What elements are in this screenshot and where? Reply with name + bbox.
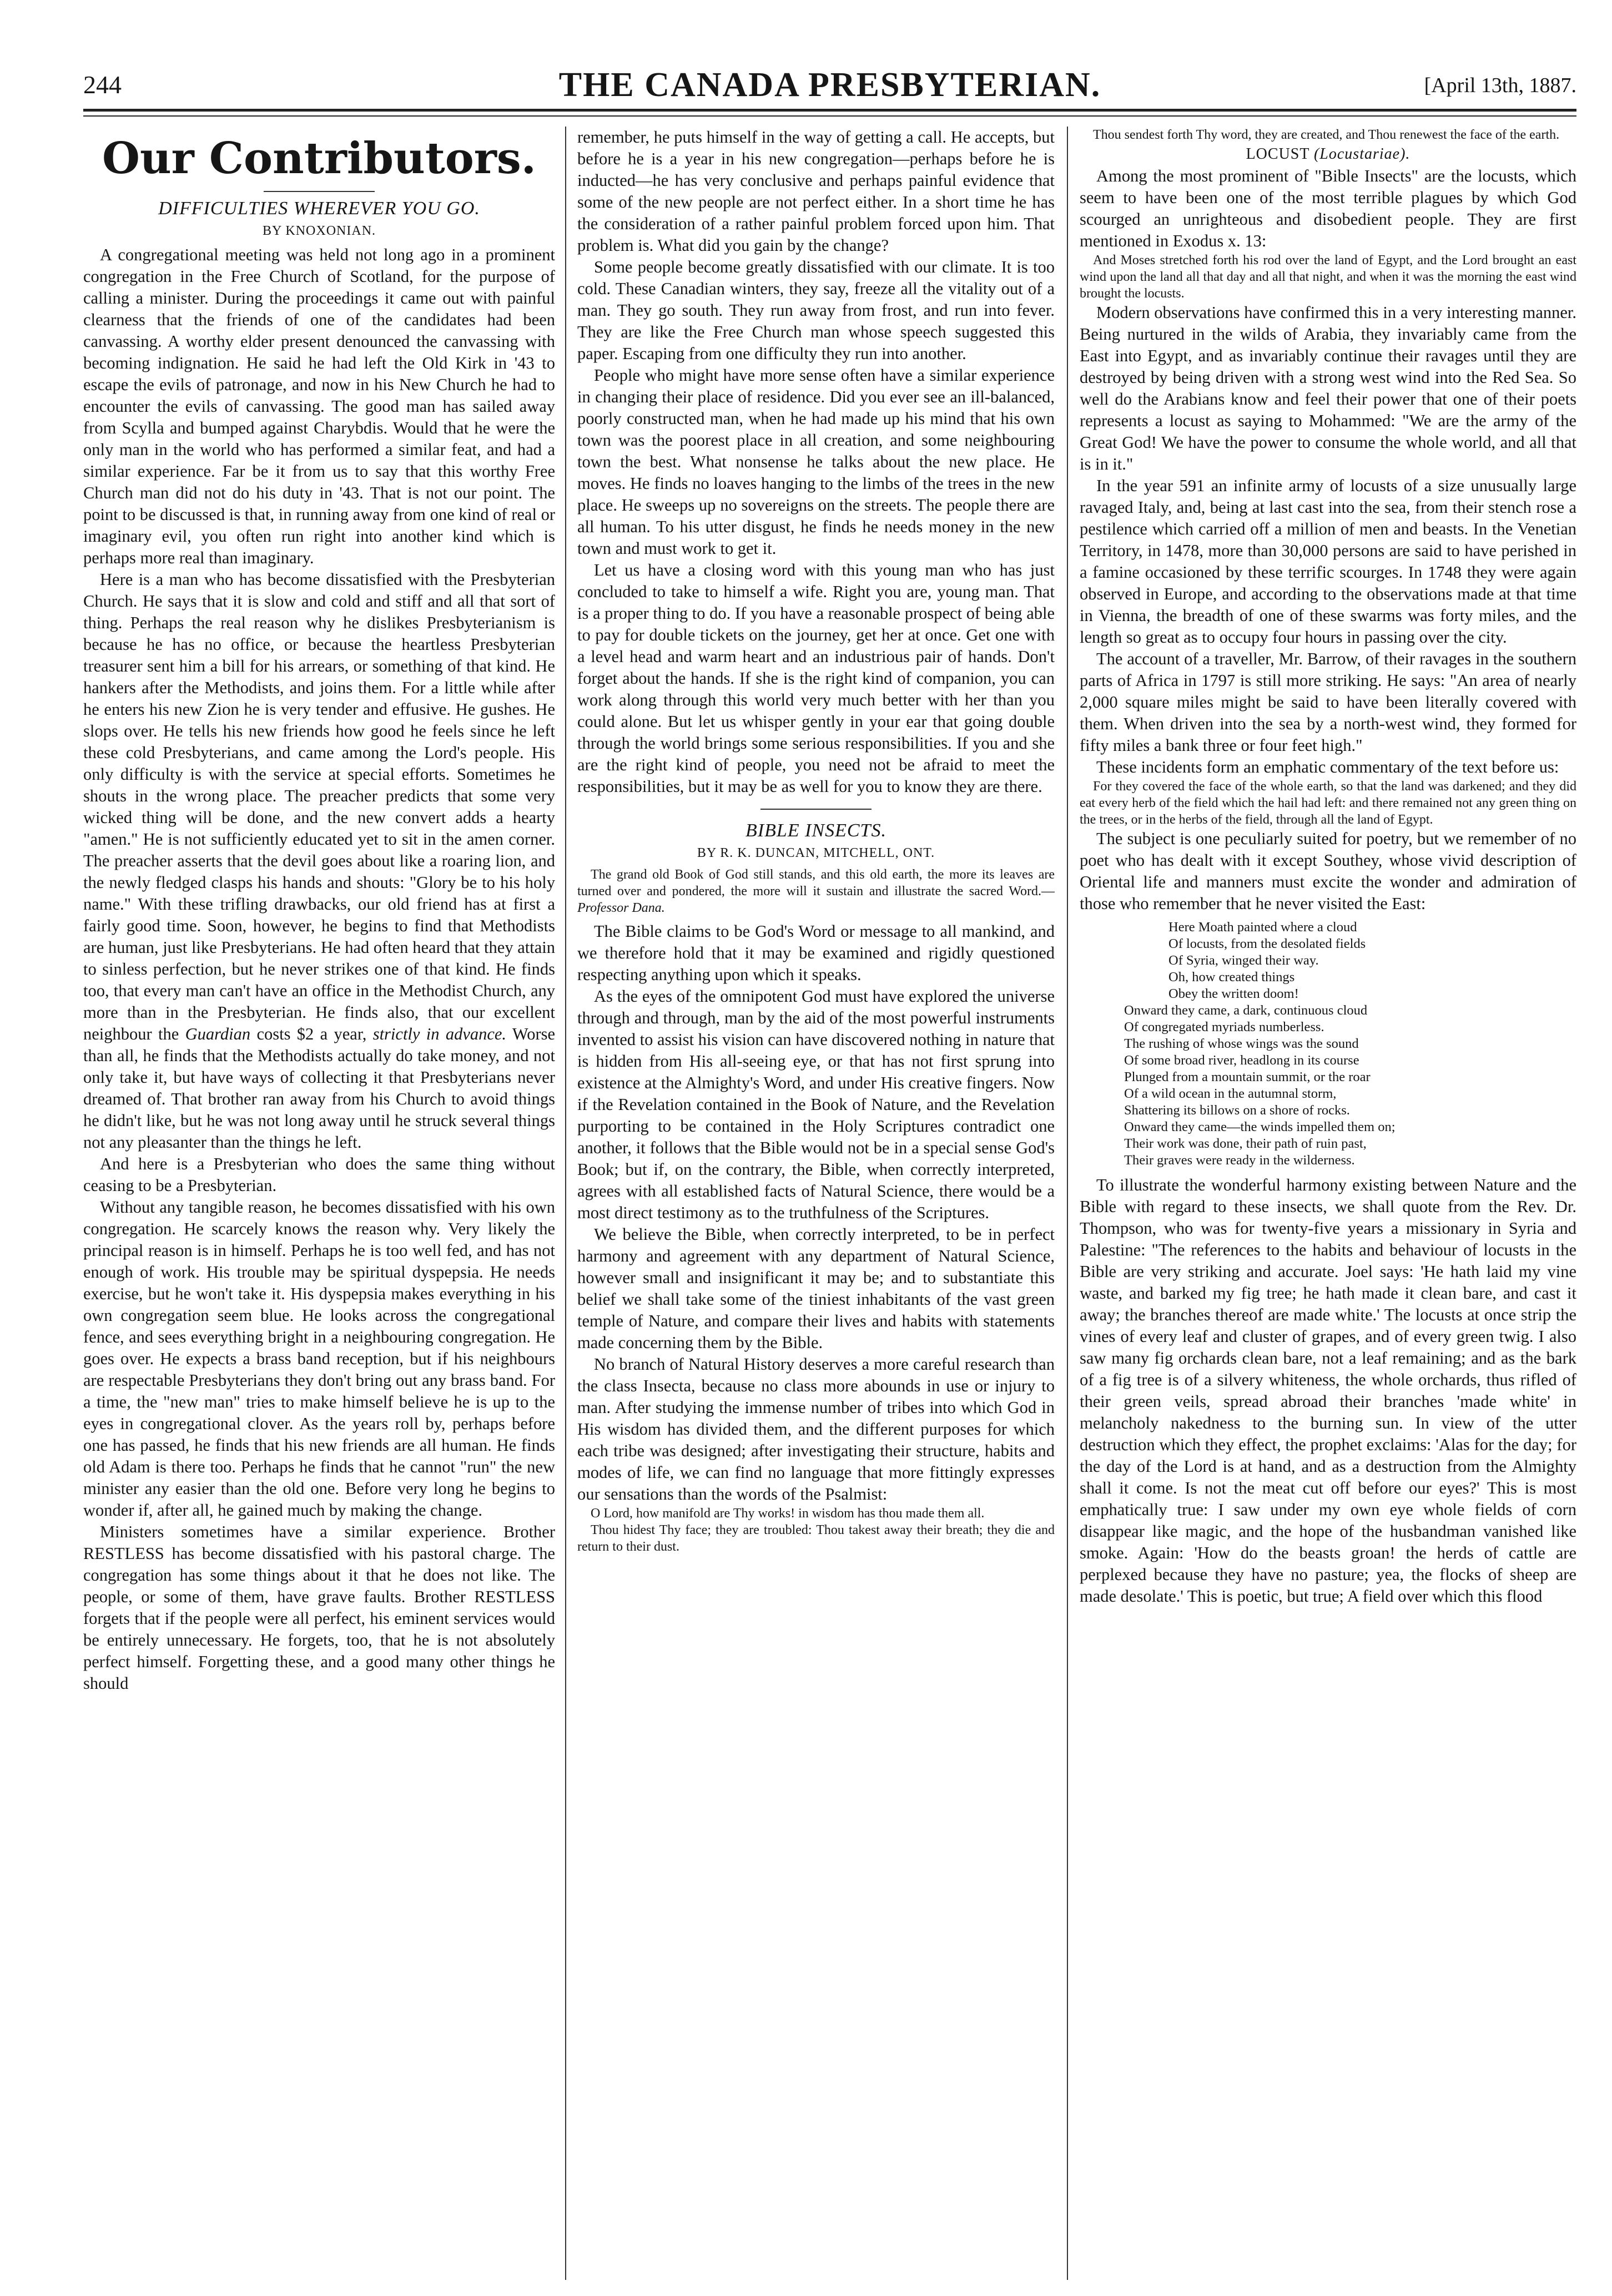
poem-line: Plunged from a mountain summit, or the roar bbox=[1124, 1069, 1371, 1084]
poem-line: Of some broad river, headlong in its course bbox=[1124, 1053, 1359, 1068]
poem-line: Oh, how created things bbox=[1168, 970, 1295, 985]
poem-line: Of a wild ocean in the autumnal storm, bbox=[1124, 1086, 1337, 1101]
header-rule-thick bbox=[83, 109, 1576, 112]
poem-line: Their work was done, their path of ruin past, bbox=[1124, 1136, 1367, 1151]
article-byline: BY KNOXONIAN. bbox=[262, 224, 376, 238]
scripture-quote: O Lord, how manifold are Thy works! in wisdom has thou made them all. bbox=[591, 1506, 985, 1521]
scripture-quote: And Moses stretched forth his rod over the land of Egypt, and the Lord brought an east wind upon the land all that day and all that night, and when it was the morning the east wind brought the locusts. bbox=[1080, 253, 1576, 301]
article-byline: BY R. K. DUNCAN, MITCHELL, ONT. bbox=[697, 846, 935, 860]
paragraph: Among the most prominent of "Bible Insects" are the locusts, which seem to have been one of the most terrible plagues by which God scourged an unrighteous and disobedient people. They are first mentioned in Exodus x. 13: bbox=[1080, 166, 1576, 250]
guardian-title: Guardian bbox=[185, 1025, 251, 1043]
paragraph: To illustrate the wonderful harmony existing between Nature and the Bible with regard to these insects, we shall quote from the Rev. Dr. Thompson, who was for twenty-five years a missionary in Syria and Palestine: "The references to the habits and behaviour of locusts in the Bible are very striking and accurate. Joel says: 'He hath laid my vine waste, and barked my fig tree; he hath made it clean bare, and cast it away; the branches thereof are made white.' The locusts at once strip the vines of every leaf and cluster of grapes, and of every green twig. I also saw many fig orchards clean bare, not a leaf remaining; and as the bark of a fig tree is of a silvery whiteness, the whole orchards, thus rifled of their green veils, spread abroad their branches 'made white' in melancholy nakedness to the burning sun. In view of the utter destruction which they effect, the prophet exclaims: 'Alas for the day; for the day of the Lord is at hand, and as a destruction from the Almighty shall it come. Is not the meat cut off before our eyes?' This is most emphatically true: I saw under my own eye whole fields of corn disappear like magic, and the hope of the husbandman vanished like smoke. Again: 'How do the beasts groan! the herds of cattle are perplexed because they have no pasture; yea, the flocks of sheep are made desolate.' This is poetic, but true; A field over which this flood bbox=[1080, 1175, 1576, 1606]
poem-line: Of locusts, from the desolated fields bbox=[1168, 936, 1366, 951]
paragraph: In the year 591 an infinite army of locusts of a size unusually large ravaged Italy, and, being at last cast into the sea, from their stench rose a pestilence which carried off a million of men and beasts. In the Venetian Territory, in 1478, more than 30,000 persons are said to have perished in a famine occasioned by these terrific scourges. In 1748 they were again observed in Europe, and according to the observations made at that time in Vienna, the breadth of one of these swarms was forty miles, and the length so great as to occupy four hours in passing over the city. bbox=[1080, 476, 1576, 647]
paragraph: As the eyes of the omnipotent God must have explored the universe through and through, man by the aid of the most powerful instruments invented to assist his vision can have discovered nothing in nature that is hidden from His all-seeing eye, or that has not first sprung into existence at the Almighty's Word, and under His creative fingers. Now if the Revelation contained in the Book of Nature, and the Revelation purporting to be contained in the Holy Scriptures contradict one another, it follows that the Bible would not be in a special sense God's Book; but if, on the contrary, the Bible, when correctly interpreted, agrees with all established facts of Natural Science, there would be a most direct testimony as to the truthfulness of the Scriptures. bbox=[577, 987, 1055, 1222]
poem-line: The rushing of whose wings was the sound bbox=[1124, 1036, 1359, 1051]
poem-line: Obey the written doom! bbox=[1168, 986, 1299, 1001]
scripture-quote: Thou sendest forth Thy word, they are created, and Thou renewest the face of the earth. bbox=[1093, 128, 1560, 142]
page-header bbox=[83, 65, 1576, 104]
poem-line: Onward they came—the winds impelled them on; bbox=[1124, 1119, 1396, 1134]
issue-date: [April 13th, 1887. bbox=[1424, 74, 1576, 97]
poem-line: Their graves were ready in the wilderness. bbox=[1124, 1153, 1355, 1168]
scripture-quote: Thou hidest Thy face; they are troubled: Thou takest away their breath; they die and return to their dust. bbox=[577, 1523, 1055, 1554]
scripture-quote: For they covered the face of the whole earth, so that the land was darkened; and they did eat every herb of the field which the hail had left: and there remained not any green thing on the trees, or in the herbs of the field, through all the land of Egypt. bbox=[1080, 779, 1576, 827]
column-3 bbox=[1080, 127, 1576, 2280]
poem-line: Of Syria, winged their way. bbox=[1168, 953, 1319, 968]
epigraph: The grand old Book of God still stands, and this old earth, the more its leaves are turned over and pondered, the more will it sustain and illustrate the sacred Word.—Professor Dana. bbox=[577, 867, 1055, 915]
masthead: THE CANADA PRESBYTERIAN. bbox=[558, 66, 1101, 104]
column-divider bbox=[1067, 127, 1068, 2280]
section-rule bbox=[760, 809, 872, 810]
department-heading: Our Contributors. bbox=[102, 133, 536, 184]
column-divider bbox=[565, 127, 566, 2280]
paragraph: The Bible claims to be God's Word or message to all mankind, and we therefore hold that it may be examined and rigidly questioned respecting anything upon which it speaks. bbox=[577, 922, 1055, 984]
paragraph: These incidents form an emphatic commentary of the text before us: bbox=[1096, 758, 1559, 776]
paragraph: People who might have more sense often have a similar experience in changing their place of residence. Did you ever see an ill-balanced, poorly constructed man, when he had made up his mind that his own town was the poorest place in all creation, and some neighbouring town the best. What nonsense he talks about the new place. He moves. He finds no loaves hanging to the limbs of the trees in the new place. He sweeps up no sovereigns on the streets. The people there are all human. To his utter disgust, he finds he needs money in the new town and must work to get it. bbox=[577, 366, 1055, 558]
paragraph: Without any tangible reason, he becomes dissatisfied with his own congregation. He scarcely knows the reason why. Very likely the principal reason is in himself. Perhaps he is too well fed, and has not enough of work. His trouble may be spiritual dyspepsia. He needs exercise, but he won't take it. His dyspepsia makes everything in his own congregation seem blue. He looks across the congregational fence, and sees everything bright in a neighbouring congregation. He goes over. He expects a brass band reception, but if his neighbours are respectable Presbyterians they don't bring out any brass band. For a time, the "new man" tries to make himself believe he is up to the eyes in congregational clover. As the years roll by, perhaps before one has passed, he finds that his new friends are all human. He finds old Adam is there too. Perhaps he finds that he cannot "run" the new minister any easier than the old one. Before very long he begins to wonder if, after all, he gained much by making the change. bbox=[83, 1198, 555, 1520]
paragraph: Some people become greatly dissatisfied with our climate. It is too cold. These Canadian winters, they say, freeze all the vitality out of a man. They go south. They run away from frost, and run into fever. They are like the Free Church man whose speech suggested this paper. Escaping from one difficulty they run into another. bbox=[577, 258, 1055, 363]
column-2 bbox=[577, 127, 1055, 2280]
emphasis: strictly in advance. bbox=[372, 1025, 507, 1043]
poem-line: Onward they came, a dark, continuous cloud bbox=[1124, 1003, 1368, 1018]
paragraph: Modern observations have confirmed this in a very interesting manner. Being nurtured in the wilds of Arabia, they invariably came from the East into Egypt, and as invariably continue their ravages until they are destroyed by being driven with a strong west wind into the Red Sea. So well do the Arabians know and feel their power that one of their poets represents a locust as saying to Mohammed: "We are the army of the Great God! We have the power to consume the whole world, and all that is in it." bbox=[1080, 303, 1576, 473]
poem-line: Here Moath painted where a cloud bbox=[1168, 920, 1357, 935]
paragraph: No branch of Natural History deserves a more careful research than the class Insecta, because no class more abounds in use or injury to man. After studying the immense number of tribes into which God in His wisdom has divided them, and the different purposes for which each tribe was designed; after investigating their structure, habits and modes of life, we can find no language that more fittingly expresses our sensations than the words of the Psalmist: bbox=[577, 1355, 1055, 1503]
poem bbox=[1080, 919, 1576, 1169]
article-title: BIBLE INSECTS. bbox=[745, 820, 886, 841]
paragraph: And here is a Presbyterian who does the same thing without ceasing to be a Presbyterian. bbox=[83, 1154, 555, 1195]
paragraph: The account of a traveller, Mr. Barrow, of their ravages in the southern parts of Africa in 1797 is still more striking. He says: "An area of nearly 2,000 square miles might be said to have been literally covered with them. When driven into the sea by a north-west wind, they formed for fifty miles a bank three or four feet high." bbox=[1080, 649, 1576, 755]
poem-line: Of congregated myriads numberless. bbox=[1124, 1020, 1324, 1035]
paragraph: The subject is one peculiarly suited for poetry, but we remember of no poet who has dealt with it except Southey, whose vivid description of Oriental life and manners must excite the wonder and admiration of those who remember that he never visited the East: bbox=[1080, 829, 1576, 913]
heading-rule bbox=[264, 191, 375, 192]
paragraph: Here is a man who has become dissatisfied with the Presbyterian Church. He says that it is slow and cold and stiff and all that sort of thing. Perhaps the real reason why he dislikes Presbyterianism is because he has no office, or because the heartless Presbyterian treasurer sent him a bill for his arrears, or something of that kind. He hankers after the Methodists, and joins them. For a little while after he enters his new Zion he is very tender and effusive. He gushes. He slops over. He tells his new friends how good he feels since he left these cold Presbyterians, and came among the Lord's people. His only difficulty is with the service at special efforts. Sometimes he shouts in the wrong place. The preacher predicts that some very wicked thing will be done, and the new convert adds a hearty "amen." He is not sufficiently educated yet to sit in the amen corner. The preacher asserts that the devil goes about like a roaring lion, and the newly fledged clasps his hands and shouts: "Glory be to his holy name." With these trifling drawbacks, our old friend has at first a fairly good time. Soon, however, he begins to find that Methodists are human, just like Presbyterians. He had often heard that they attain to sinless perfection, but he never strikes one of that kind. He finds too, that every man can't have an office in the Methodist Church, any more than in the Presbyterian. He finds also, that our excellent neighbour the Guardian costs $2 a year, strictly in advance. Worse than all, he finds that the Methodists actually do take money, and not only take it, but have ways of collecting it that Presbyterians never dreamed of. That brother ran away from his Church to avoid things he didn't like, but he was not long away until he struck several things not any pleasanter than the things he left. bbox=[83, 570, 555, 1152]
paragraph: remember, he puts himself in the way of getting a call. He accepts, but before he is a year in his new congregation—perhaps before he is inducted—he has very conclusive and perhaps painful evidence that some of the new people are not perfect either. In a short time he has the consideration of a rather painful problem forced upon him. That problem is. What did you gain by the change? bbox=[577, 128, 1055, 255]
paragraph: We believe the Bible, when correctly interpreted, to be in perfect harmony and agreement with any department of Natural Science, however small and insignificant it may be; and to substantiate this belief we shall take some of the tiniest inhabitants of the vast green temple of Nature, and compare their lives and habits with statements made concerning them by the Bible. bbox=[577, 1225, 1055, 1352]
page-number: 244 bbox=[83, 70, 122, 99]
paragraph: Let us have a closing word with this young man who has just concluded to take to himself a wife. Right you are, young man. That is a proper thing to do. If you have a reasonable prospect of being able to pay for double tickets on the journey, get her at once. Get one with a level head and warm heart and an industrious pair of hands. Don't forget about the hands. If she is the right kind of companion, you can work along through this world very much better with her than you could alone. But let us whisper gently in your ear that going double through the world brings some serious responsibilities. If you and she are the right kind of people, you need not be afraid to meet the responsibilities, but it may be as well for you to know they are there. bbox=[577, 561, 1055, 796]
paragraph: Ministers sometimes have a similar experience. Brother RESTLESS has become dissatisfied with his pastoral charge. The congregation has some things about it that he does not like. The people, or some of them, have grave faults. Brother RESTLESS forgets that if the people were all perfect, his eminent services would be entirely unnecessary. He forgets, too, that he is not absolutely perfect himself. Forgetting these, and a good many other things he should bbox=[83, 1522, 555, 1693]
paragraph: A congregational meeting was held not long ago in a prominent congregation in the Free Church of Scotland, for the purpose of calling a minister. During the proceedings it came out with painful clearness that the friends of one of the candidates had been canvassing. A worthy elder present denounced the canvassing with becoming indignation. He said he had left the Old Kirk in '43 to escape the evils of patronage, and now in his New Church he had to encounter the evils of canvassing. The good man has sailed away from Scylla and bumped against Charybdis. Would that he were the only man in the world who has performed a similar feat, and had a similar experience. Far be it from us to say that this worthy Free Church man did not do his duty in '43. That is not our point. The point to be discussed is that, in running away from one kind of real or imaginary evil, you often run right into another kind which is perhaps more real than imaginary. bbox=[83, 245, 555, 567]
header-rule-thin bbox=[83, 115, 1576, 117]
epigraph-author: Professor Dana. bbox=[577, 901, 665, 915]
column-1 bbox=[83, 127, 555, 2280]
poem-line: Shattering its billows on a shore of rocks. bbox=[1124, 1103, 1350, 1118]
section-subhead: LOCUST (Locustariae). bbox=[1246, 145, 1410, 163]
article-title: DIFFICULTIES WHEREVER YOU GO. bbox=[158, 198, 480, 219]
